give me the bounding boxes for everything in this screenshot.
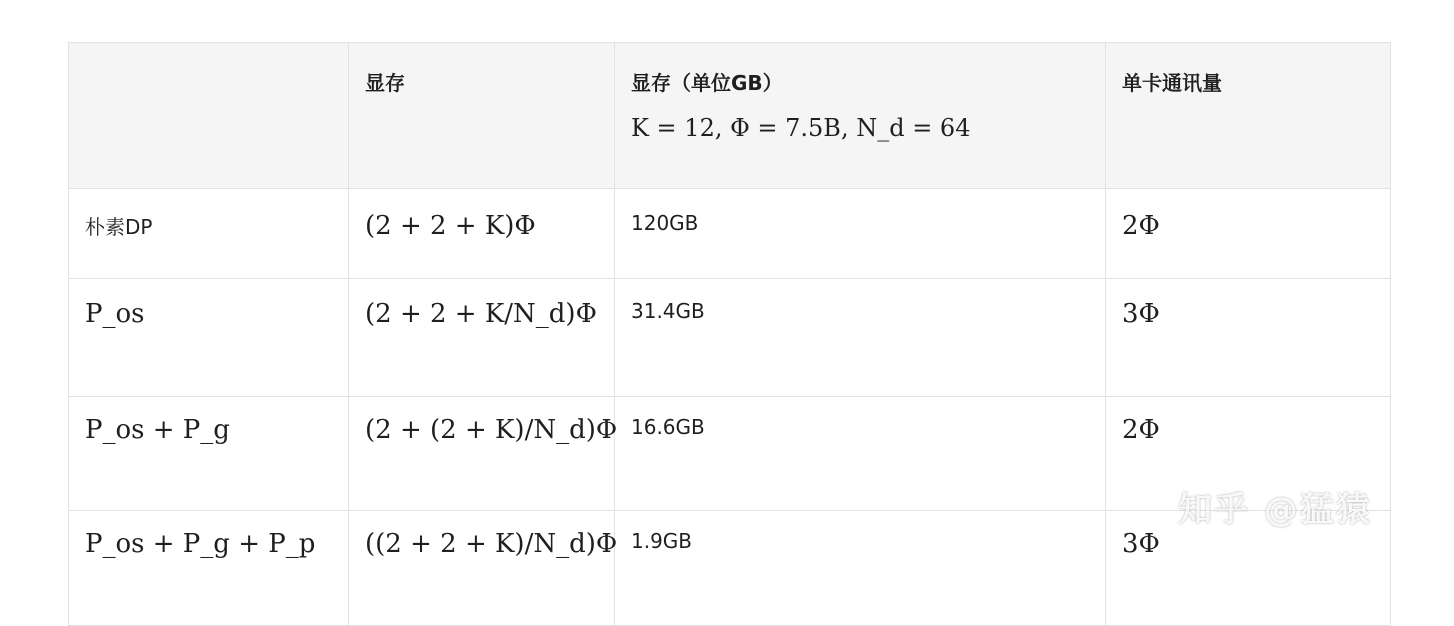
row-label: P_os xyxy=(69,279,349,397)
header-empty xyxy=(69,43,349,189)
memory-comparison-table xyxy=(68,42,1391,626)
memory-gb: 120GB xyxy=(615,189,1106,279)
row-label: P_os + P_g xyxy=(69,397,349,511)
table-row xyxy=(69,189,1391,279)
row-label: P_os + P_g + P_p xyxy=(69,511,349,626)
memory-formula: (2 + (2 + K)/N_d)Φ xyxy=(349,397,615,511)
comm-volume: 3Φ xyxy=(1106,279,1391,397)
comm-volume: 2Φ xyxy=(1106,189,1391,279)
comm-volume: 2Φ xyxy=(1106,397,1391,511)
memory-formula: ((2 + 2 + K)/N_d)Φ xyxy=(349,511,615,626)
memory-formula: (2 + 2 + K/N_d)Φ xyxy=(349,279,615,397)
header-memory: 显存 xyxy=(349,43,615,189)
header-memory-gb-title: 显存（单位GB） xyxy=(631,71,783,95)
header-memory-gb xyxy=(615,43,1106,189)
row-label: 朴素DP xyxy=(69,189,349,279)
header-memory-gb-params: K = 12, Φ = 7.5B, N_d = 64 xyxy=(631,114,971,142)
table-row xyxy=(69,279,1391,397)
memory-gb: 31.4GB xyxy=(615,279,1106,397)
table-header-row xyxy=(69,43,1391,189)
header-comm: 单卡通讯量 xyxy=(1106,43,1391,189)
memory-gb: 1.9GB xyxy=(615,511,1106,626)
watermark: 知乎 @猛猿 xyxy=(1178,490,1372,530)
comm-volume: 3Φ xyxy=(1106,511,1391,626)
memory-gb: 16.6GB xyxy=(615,397,1106,511)
memory-formula: (2 + 2 + K)Φ xyxy=(349,189,615,279)
